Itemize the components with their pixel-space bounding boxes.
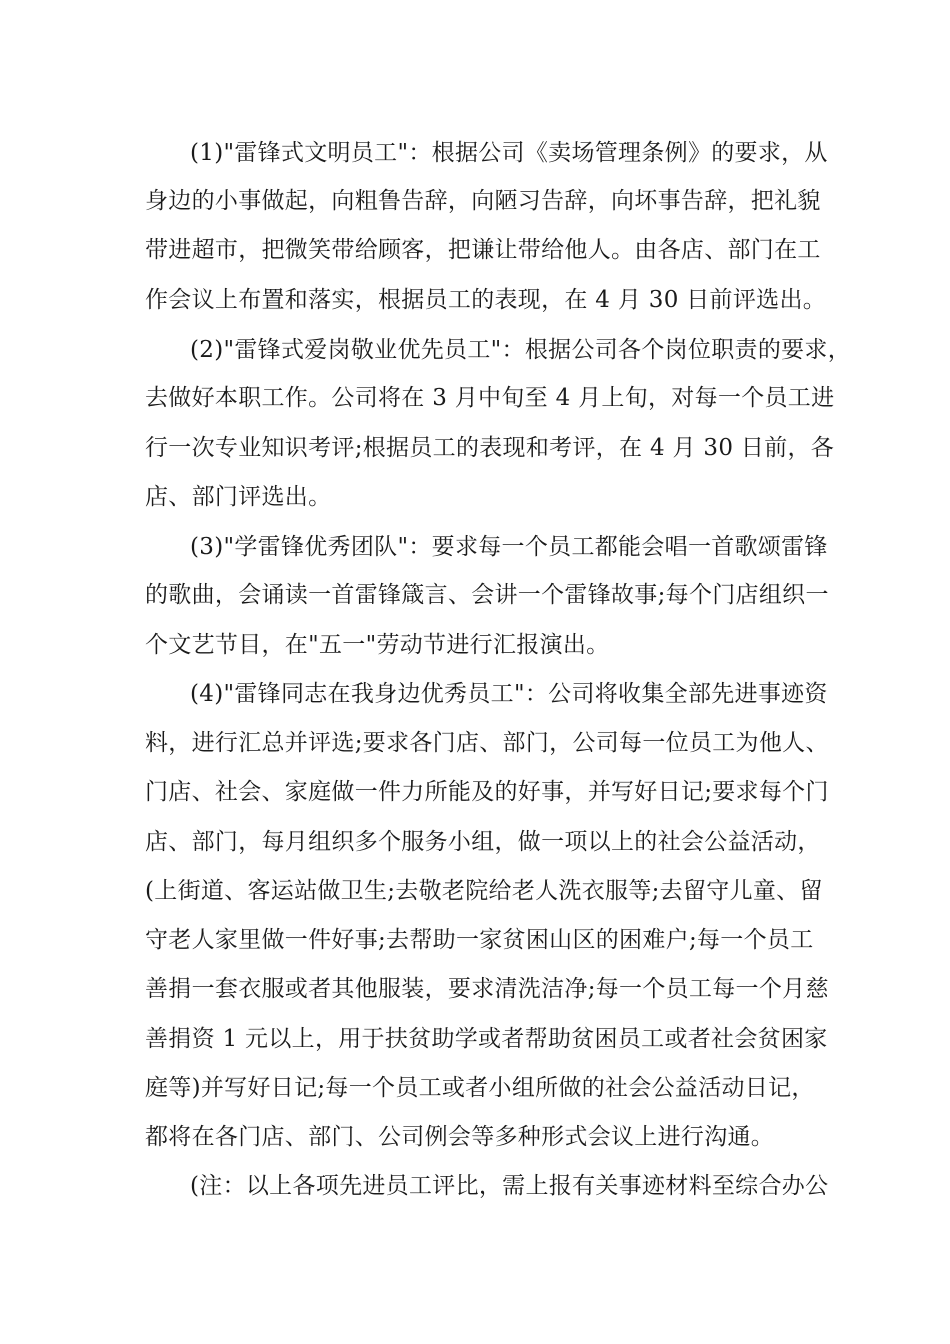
- paragraph-4-line-10: 都将在各门店、部门、公司例会等多种形式会议上进行沟通。: [145, 1124, 775, 1150]
- paragraph-2-line-1: (2)"雷锋式爱岗敬业优先员工"：根据公司各个岗位职责的要求，: [190, 337, 852, 363]
- paragraph-4-line-8: 善捐资 1 元以上，用于扶贫助学或者帮助贫困员工或者社会贫困家: [145, 1026, 828, 1052]
- paragraph-1-line-3: 带进超市，把微笑带给顾客，把谦让带给他人。由各店、部门在工: [145, 237, 821, 263]
- note-line-1: (注：以上各项先进员工评比，需上报有关事迹材料至综合办公: [190, 1173, 829, 1199]
- paragraph-1-line-1: (1)"雷锋式文明员工"：根据公司《卖场管理条例》的要求，从: [190, 140, 828, 166]
- paragraph-4-line-4: 店、部门，每月组织多个服务小组，做一项以上的社会公益活动，: [145, 829, 821, 855]
- paragraph-4-line-6: 守老人家里做一件好事;去帮助一家贫困山区的困难户;每一个员工: [145, 927, 814, 953]
- paragraph-4-line-7: 善捐一套衣服或者其他服装，要求清洗洁净;每一个员工每一个月慈: [145, 976, 829, 1002]
- paragraph-4-line-1: (4)"雷锋同志在我身边优秀员工"：公司将收集全部先进事迹资: [190, 681, 828, 707]
- paragraph-2-line-3: 行一次专业知识考评;根据员工的表现和考评，在 4 月 30 日前，各: [145, 435, 835, 461]
- paragraph-4-line-3: 门店、社会、家庭做一件力所能及的好事，并写好日记;要求每个门: [145, 779, 829, 805]
- paragraph-4-line-5: (上街道、客运站做卫生;去敬老院给老人洗衣服等;去留守儿童、留: [145, 878, 823, 904]
- paragraph-4-line-9: 庭等)并写好日记;每一个员工或者小组所做的社会公益活动日记，: [145, 1075, 815, 1101]
- paragraph-3-line-3: 个文艺节目，在"五一"劳动节进行汇报演出。: [145, 632, 610, 658]
- paragraph-4-line-2: 料，进行汇总并评选;要求各门店、部门，公司每一位员工为他人、: [145, 730, 829, 756]
- paragraph-3-line-2: 的歌曲，会诵读一首雷锋箴言、会讲一个雷锋故事;每个门店组织一: [145, 582, 829, 608]
- paragraph-2-line-2: 去做好本职工作。公司将在 3 月中旬至 4 月上旬，对每一个员工进: [145, 385, 835, 411]
- paragraph-1-line-4: 作会议上布置和落实，根据员工的表现，在 4 月 30 日前评选出。: [145, 287, 827, 313]
- paragraph-1-line-2: 身边的小事做起，向粗鲁告辞，向陋习告辞，向坏事告辞，把礼貌: [145, 188, 821, 214]
- paragraph-2-line-4: 店、部门评选出。: [145, 484, 332, 510]
- paragraph-3-line-1: (3)"学雷锋优秀团队"：要求每一个员工都能会唱一首歌颂雷锋: [190, 534, 828, 560]
